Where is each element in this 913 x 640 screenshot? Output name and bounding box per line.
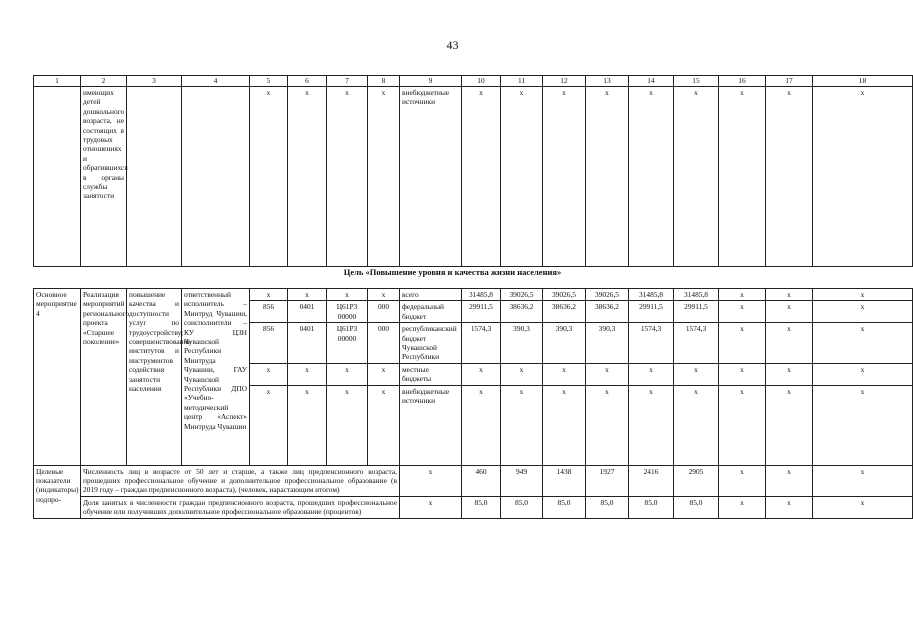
indicator-text: Численность лиц в возрасте от 50 лет и старше, а также лиц предпенсионного возраста, прошедших профессиональное обучение и дополнительное профессиональное образование (в 2019 году – граждан предпенсионного возраста), (человек, нарастающим итогом) bbox=[81, 465, 400, 496]
col-number: 17 bbox=[766, 76, 813, 87]
measure-name: Основное мероприятие 4 bbox=[34, 289, 81, 466]
funding-source: всего bbox=[400, 289, 462, 301]
col-number: 13 bbox=[586, 76, 629, 87]
table-row: 856 0401 Ц61Р3 00000 000 федеральный бюджет 29911,5 38636,2 38636,2 38636,2 29911,5 29911,5 х х х bbox=[34, 301, 913, 323]
table-row: х х х х местные бюджеты х х х х х х х х х bbox=[34, 363, 913, 385]
funding-source: федеральный бюджет bbox=[400, 301, 462, 323]
col-number: 9 bbox=[400, 76, 462, 87]
col-number: 10 bbox=[462, 76, 501, 87]
target-indicators-label: Целевые показатели (индикаторы) подпро- bbox=[34, 465, 81, 518]
funding-source: внебюджетные источники bbox=[400, 385, 462, 465]
table-row: Основное мероприятие 4 Реализация мероприятий регионального проекта «Старшее поколение» повышение качества и доступности услуг по трудоустройству; совершенствование институтов и инструментов содействия занятости населения ответственный исполнитель – Минтруд Чувашии, соисполнители – КУ ЦЗН Чувашской Республики Минтруда Чувашии, ГАУ Чувашской Республики ДПО «Учебно-методический центр «Аспект» Минтруда Чувашии х х х х всего 31485,8 39026,5 39026,5 39026,5 31485,8 31485,8 х х х bbox=[34, 289, 913, 301]
responsible-executor: ответственный исполнитель – Минтруд Чувашии, соисполнители – КУ ЦЗН Чувашской Республики Минтруда Чувашии, ГАУ Чувашской Республики ДПО «Учебно-методический центр «Аспект» Минтруда Чувашии bbox=[182, 289, 250, 466]
funding-source: республиканский бюджет Чувашской Республики bbox=[400, 323, 462, 364]
indicator-text: Доля занятых в численности граждан предпенсионного возраста, прошедших профессиональное обучение или получивших дополнительное профессиональное образование (процентов) bbox=[81, 496, 400, 518]
table-row: Целевые показатели (индикаторы) подпро- Численность лиц в возрасте от 50 лет и старше, а также лиц предпенсионного возраста, прошедших профессиональное обучение и дополнительное профессиональное образование (в 2019 году – граждан предпенсионного возраста), (человек, нарастающим итогом) х 460 949 1438 1927 2416 2905 х х х bbox=[34, 465, 913, 496]
table-row: имеющих детей дошкольного возраста, не состоящих в трудовых отношениях и обратившихся в органы службы занятости х х х х внебюджетные источники х х х х х х х х х bbox=[34, 87, 913, 267]
funding-source: местные бюджеты bbox=[400, 363, 462, 385]
funding-source: внебюджетные источники bbox=[400, 87, 462, 267]
table-row: 856 0401 Ц61Р3 00000 000 республиканский бюджет Чувашской Республики 1574,3 390,3 390,3 390,3 1574,3 1574,3 х х х bbox=[34, 323, 913, 364]
col-number: 1 bbox=[34, 76, 81, 87]
col-number: 14 bbox=[629, 76, 674, 87]
measure-goal: повышение качества и доступности услуг по трудоустройству; совершенствование институтов и инструментов содействия занятости населения bbox=[127, 289, 182, 466]
col-number: 3 bbox=[127, 76, 182, 87]
col-number: 4 bbox=[182, 76, 250, 87]
col-number: 8 bbox=[368, 76, 400, 87]
col-number: 18 bbox=[813, 76, 913, 87]
page-number: 43 bbox=[446, 38, 459, 52]
goal-title: Цель «Повышение уровня и качества жизни населения» bbox=[343, 267, 562, 277]
header-row bbox=[34, 76, 913, 87]
col-number: 6 bbox=[288, 76, 327, 87]
table-row: х х х х внебюджетные источники х х х х х х х х х bbox=[34, 385, 913, 465]
project-name: Реализация мероприятий регионального проекта «Старшее поколение» bbox=[81, 289, 127, 466]
col-number: 2 bbox=[81, 76, 127, 87]
col-number: 16 bbox=[719, 76, 766, 87]
col-number: 15 bbox=[674, 76, 719, 87]
table-row: Доля занятых в численности граждан предпенсионного возраста, прошедших профессиональное обучение или получивших дополнительное профессиональное образование (процентов) х 85,0 85,0 85,0 85,0 85,0 85,0 х х х bbox=[34, 496, 913, 518]
col-number: 7 bbox=[327, 76, 368, 87]
table-top bbox=[33, 75, 913, 267]
col-number: 12 bbox=[543, 76, 586, 87]
recipient-description: имеющих детей дошкольного возраста, не состоящих в трудовых отношениях и обратившихся в органы службы занятости bbox=[81, 87, 127, 267]
col-number: 11 bbox=[501, 76, 543, 87]
col-number: 5 bbox=[250, 76, 288, 87]
table-main bbox=[33, 288, 913, 519]
